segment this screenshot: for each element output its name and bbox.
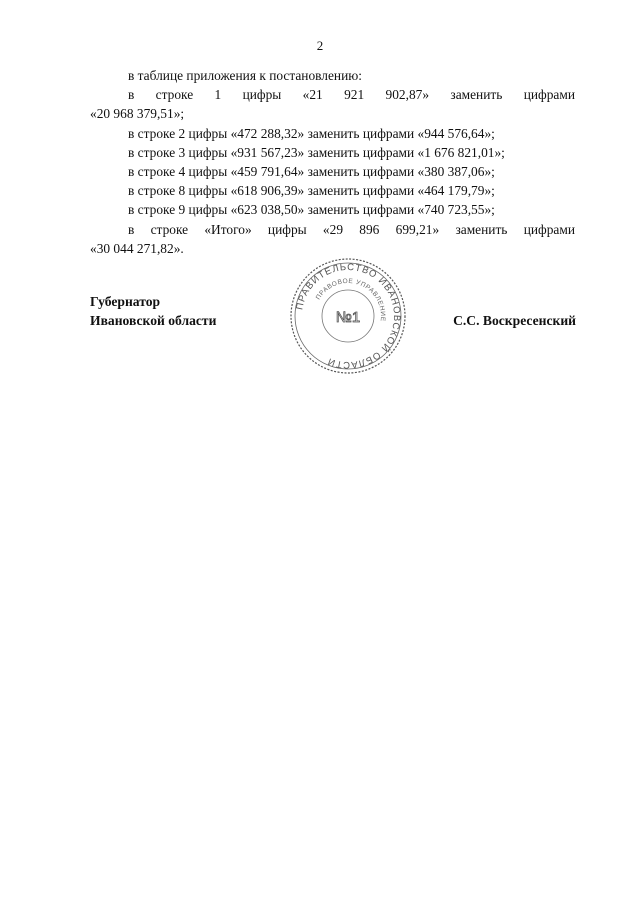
document-body (90, 66, 575, 258)
seal-ring-text: ПРАВИТЕЛЬСТВО ИВАНОВСКОЙ ОБЛАСТИ (294, 261, 403, 371)
signature-title-line-2: Ивановской области (90, 313, 217, 328)
paragraph-total: в строке «Итого» цифры «29 896 699,21» заменить цифрами (128, 221, 575, 237)
seal-inner-text: ПРАВОВОЕ УПРАВЛЕНИЕ (314, 277, 387, 322)
signature-title (90, 292, 216, 330)
signature-title-line-1: Губернатор (90, 294, 161, 309)
paragraph-line-2: в строке 2 цифры «472 288,32» заменить цифрами «944 576,64»; (128, 125, 495, 141)
page-number: 2 (316, 38, 324, 53)
seal-number: №1 (335, 309, 361, 326)
paragraph-line-8: в строке 8 цифры «618 906,39» заменить цифрами «464 179,79»; (128, 183, 495, 199)
paragraph-line-4: в строке 4 цифры «459 791,64» заменить цифрами «380 387,06»; (128, 164, 495, 180)
signer-name: С.С. Воскресенский (453, 313, 576, 328)
paragraph-line-1: в строке 1 цифры «21 921 902,87» заменить цифрами (128, 87, 575, 103)
paragraph-line-1-continuation: «20 968 379,51»; (90, 106, 185, 122)
paragraph-line-3: в строке 3 цифры «931 567,23» заменить цифрами «1 676 821,01»; (128, 144, 505, 160)
paragraph-intro: в таблице приложения к постановлению: (128, 68, 362, 83)
paragraph-total-continuation: «30 044 271,82». (90, 240, 184, 256)
official-seal (288, 256, 408, 376)
paragraph-line-9: в строке 9 цифры «623 038,50» заменить цифрами «740 723,55»; (128, 202, 495, 218)
